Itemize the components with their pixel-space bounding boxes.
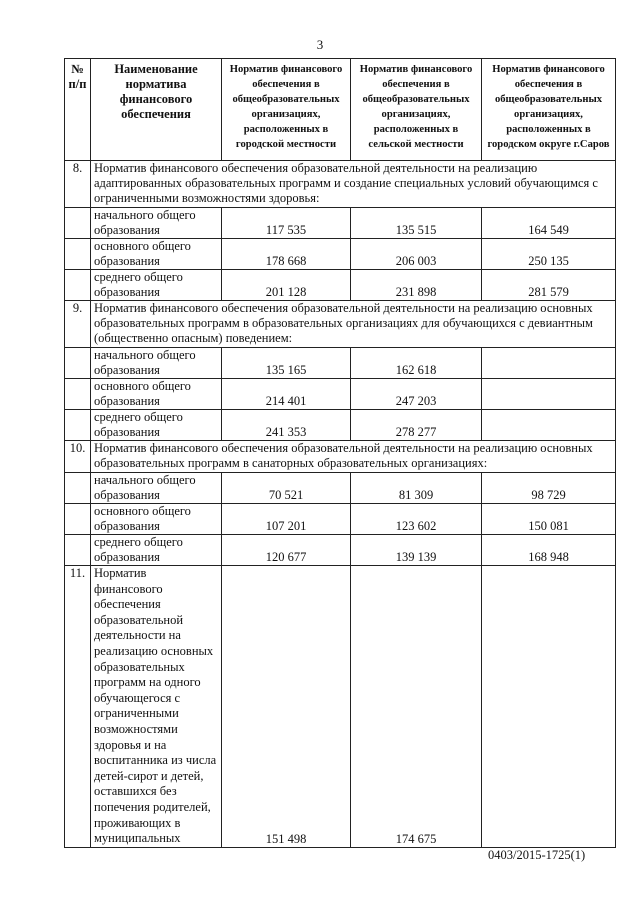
- row-label: основного общего образования: [91, 239, 222, 270]
- row-label: среднего общего образования: [91, 270, 222, 301]
- table-row: [65, 379, 616, 410]
- value-sarov: 150 081: [482, 504, 616, 535]
- table-row: [65, 348, 616, 379]
- row-label: среднего общего образования: [91, 410, 222, 441]
- value-rural: 123 602: [351, 504, 482, 535]
- header-urban: Норматив финансового обеспечения в общеобразовательных организациях, расположенных в городской местности: [222, 59, 351, 161]
- section-text: Норматив финансового обеспечения образовательной деятельности на реализацию основных образовательных программ в санаторных образовательных организациях:: [91, 441, 616, 473]
- header-number: № п/п: [65, 59, 91, 161]
- value-sarov: 281 579: [482, 270, 616, 301]
- section-number: 8.: [65, 161, 91, 208]
- value-rural: 135 515: [351, 208, 482, 239]
- value-urban: 117 535: [222, 208, 351, 239]
- page-number: 3: [316, 37, 324, 52]
- row-label: начального общего образования: [91, 348, 222, 379]
- value-rural: 231 898: [351, 270, 482, 301]
- row-label: основного общего образования: [91, 504, 222, 535]
- table-row: [65, 239, 616, 270]
- row-label: основного общего образования: [91, 379, 222, 410]
- value-sarov: 250 135: [482, 239, 616, 270]
- value-urban: 70 521: [222, 473, 351, 504]
- value-urban: 178 668: [222, 239, 351, 270]
- value-rural: 162 618: [351, 348, 482, 379]
- value-sarov: [482, 379, 616, 410]
- section-number: 9.: [65, 301, 91, 348]
- value-urban: 241 353: [222, 410, 351, 441]
- header-rural: Норматив финансового обеспечения в общеобразовательных организациях, расположенных в сельской местности: [351, 59, 482, 161]
- value-sarov: 164 549: [482, 208, 616, 239]
- section-number: 10.: [65, 441, 91, 473]
- value-rural: 81 309: [351, 473, 482, 504]
- value-rural: 139 139: [351, 535, 482, 566]
- value-rural: 247 203: [351, 379, 482, 410]
- section-text: Норматив финансового обеспечения образовательной деятельности на реализацию адаптированных образовательных программ и создание специальных условий обучающимся с ограниченными возможностями здоровья:: [91, 161, 616, 208]
- section-row: [65, 301, 616, 348]
- section-11-text: Норматив финансового обеспечения образовательной деятельности на реализацию основных образовательных программ на одного обучающегося с ограниченными возможностями здоровья и на воспитанника из числа детей-сирот и детей, оставшихся без попечения родителей, проживающих в муниципальных: [91, 566, 222, 848]
- value-rural: 174 675: [351, 566, 482, 848]
- value-sarov: 168 948: [482, 535, 616, 566]
- value-urban: 214 401: [222, 379, 351, 410]
- value-sarov: [482, 348, 616, 379]
- table-row: [65, 270, 616, 301]
- table-row: [65, 410, 616, 441]
- value-urban: 201 128: [222, 270, 351, 301]
- value-sarov: [482, 410, 616, 441]
- row-label: начального общего образования: [91, 473, 222, 504]
- table-row: [65, 473, 616, 504]
- section-row: [65, 161, 616, 208]
- section-row: [65, 441, 616, 473]
- value-urban: 135 165: [222, 348, 351, 379]
- header-name: Наименование норматива финансового обеспечения: [91, 59, 222, 161]
- value-sarov: 98 729: [482, 473, 616, 504]
- section-number: 11.: [65, 566, 91, 848]
- table-header-row: [65, 59, 616, 161]
- value-rural: 206 003: [351, 239, 482, 270]
- row-label: начального общего образования: [91, 208, 222, 239]
- value-rural: 278 277: [351, 410, 482, 441]
- row-label: среднего общего образования: [91, 535, 222, 566]
- value-urban: 120 677: [222, 535, 351, 566]
- value-sarov: [482, 566, 616, 848]
- table-row: [65, 535, 616, 566]
- header-sarov: Норматив финансового обеспечения в общеобразовательных организациях, расположенных в городском округе г.Саров: [482, 59, 616, 161]
- value-urban: 151 498: [222, 566, 351, 848]
- norms-table: [64, 58, 616, 848]
- section-11-row: [65, 566, 616, 848]
- table-row: [65, 504, 616, 535]
- document-code: 0403/2015-1725(1): [488, 848, 586, 862]
- section-text: Норматив финансового обеспечения образовательной деятельности на реализацию основных образовательных программ в образовательных организациях для обучающихся с девиантным (общественно опасным) поведением:: [91, 301, 616, 348]
- value-urban: 107 201: [222, 504, 351, 535]
- table-row: [65, 208, 616, 239]
